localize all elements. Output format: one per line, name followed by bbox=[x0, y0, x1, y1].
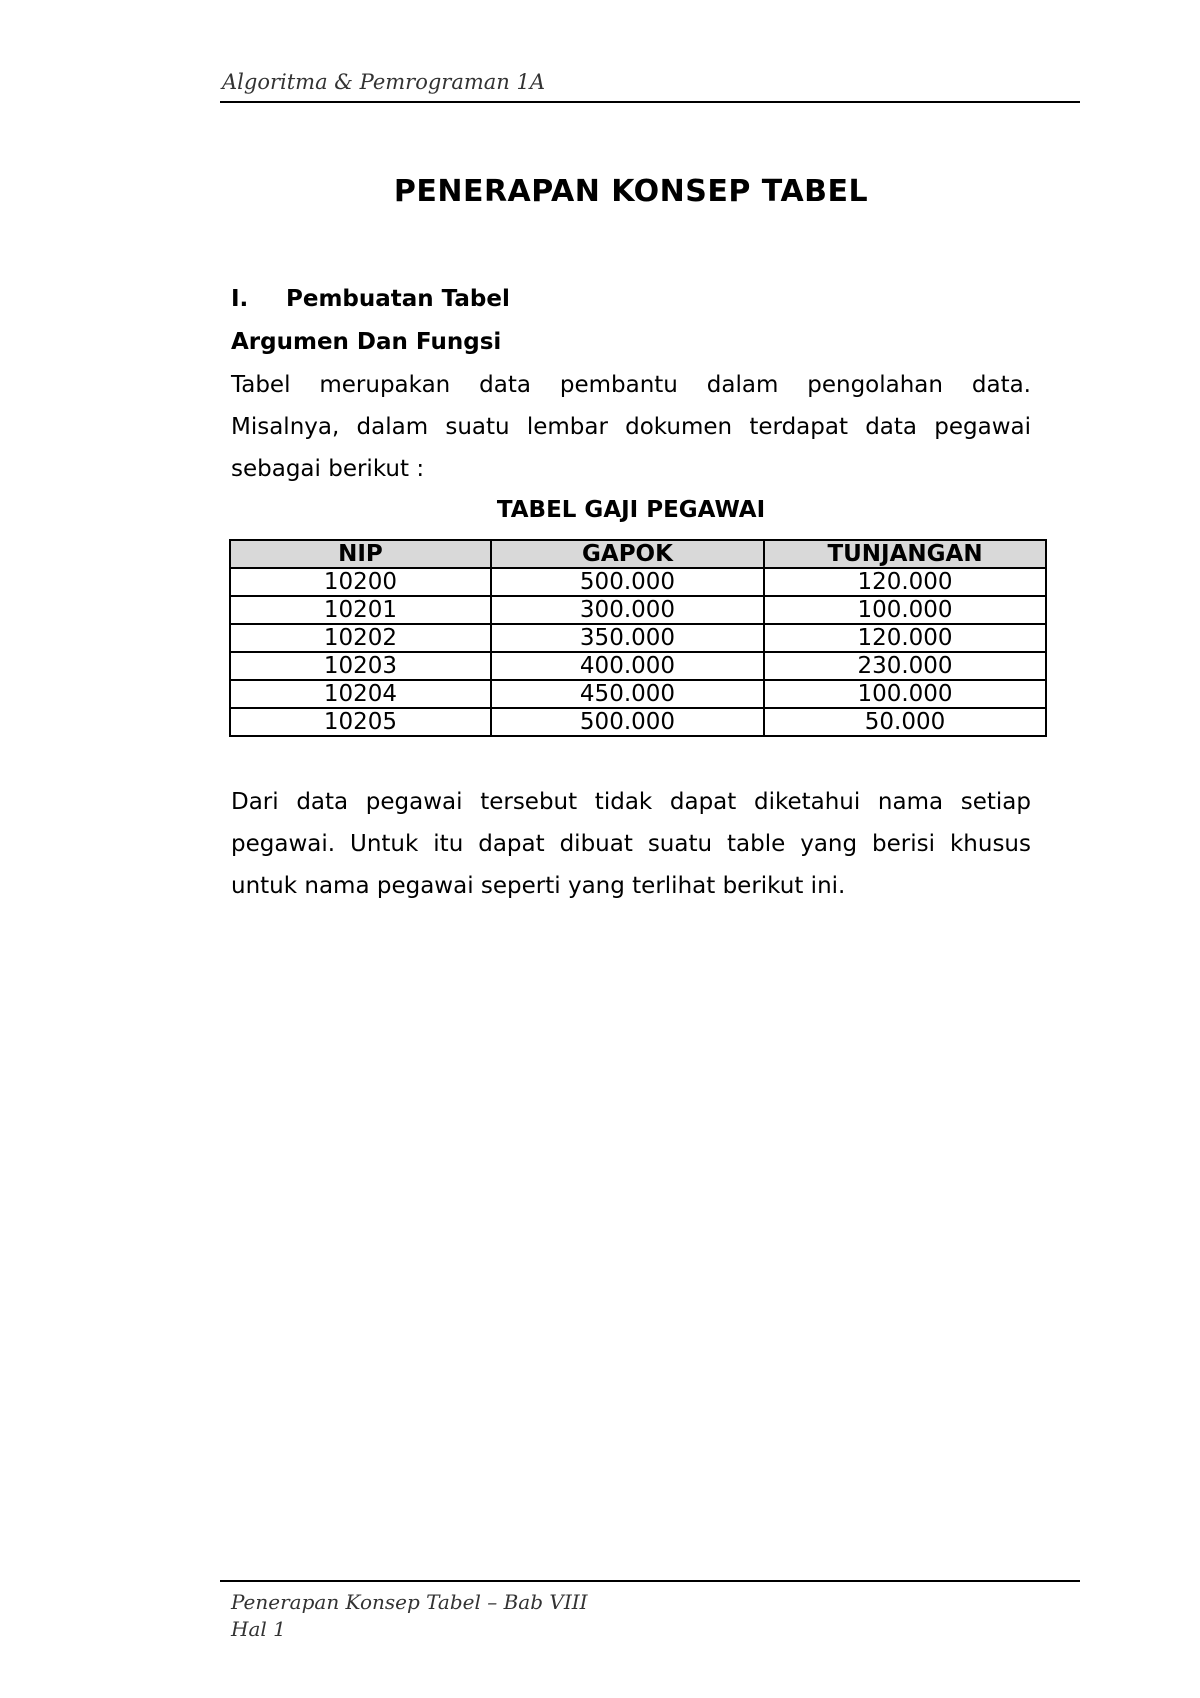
paragraph-line: pegawai. Untuk itu dapat dibuat suatu table yang berisi khusus bbox=[231, 831, 1031, 857]
cell-gapok: 300.000 bbox=[491, 596, 764, 624]
table-row bbox=[230, 680, 1046, 708]
table-row bbox=[230, 652, 1046, 680]
table-row bbox=[230, 568, 1046, 596]
paragraph-followup bbox=[231, 781, 1031, 907]
section-title: Pembuatan Tabel bbox=[286, 286, 510, 312]
cell-tunjangan: 100.000 bbox=[764, 596, 1046, 624]
section-heading bbox=[231, 286, 510, 312]
footer-rule bbox=[220, 1580, 1080, 1582]
running-footer bbox=[231, 1589, 588, 1643]
cell-nip: 10202 bbox=[230, 624, 491, 652]
salary-table bbox=[229, 539, 1047, 737]
paragraph-line: Tabel merupakan data pembantu dalam pengolahan data. bbox=[231, 372, 1031, 398]
cell-nip: 10205 bbox=[230, 708, 491, 736]
cell-gapok: 500.000 bbox=[491, 568, 764, 596]
section-number: I. bbox=[231, 286, 249, 312]
cell-tunjangan: 230.000 bbox=[764, 652, 1046, 680]
cell-tunjangan: 120.000 bbox=[764, 568, 1046, 596]
paragraph-line: Misalnya, dalam suatu lembar dokumen terdapat data pegawai bbox=[231, 414, 1031, 440]
cell-nip: 10203 bbox=[230, 652, 491, 680]
table-row bbox=[230, 708, 1046, 736]
table-header-row bbox=[230, 540, 1046, 568]
cell-tunjangan: 100.000 bbox=[764, 680, 1046, 708]
column-header-tunjangan: TUNJANGAN bbox=[764, 540, 1046, 568]
cell-nip: 10200 bbox=[230, 568, 491, 596]
cell-gapok: 450.000 bbox=[491, 680, 764, 708]
cell-tunjangan: 120.000 bbox=[764, 624, 1046, 652]
column-header-nip: NIP bbox=[230, 540, 491, 568]
table-title: TABEL GAJI PEGAWAI bbox=[496, 497, 766, 523]
cell-gapok: 400.000 bbox=[491, 652, 764, 680]
paragraph-line: untuk nama pegawai seperti yang terlihat berikut ini. bbox=[231, 873, 846, 899]
paragraph-line: Dari data pegawai tersebut tidak dapat diketahui nama setiap bbox=[231, 789, 1031, 815]
footer-page-number: Hal 1 bbox=[231, 1617, 286, 1641]
paragraph-intro bbox=[231, 364, 1031, 490]
table-row bbox=[230, 624, 1046, 652]
running-header: Algoritma & Pemrograman 1A bbox=[222, 70, 546, 94]
column-header-gapok: GAPOK bbox=[491, 540, 764, 568]
cell-nip: 10201 bbox=[230, 596, 491, 624]
subheading: Argumen Dan Fungsi bbox=[231, 329, 502, 355]
table-row bbox=[230, 596, 1046, 624]
cell-tunjangan: 50.000 bbox=[764, 708, 1046, 736]
cell-gapok: 500.000 bbox=[491, 708, 764, 736]
page-title: PENERAPAN KONSEP TABEL bbox=[393, 174, 869, 209]
cell-gapok: 350.000 bbox=[491, 624, 764, 652]
paragraph-line: sebagai berikut : bbox=[231, 456, 425, 482]
cell-nip: 10204 bbox=[230, 680, 491, 708]
footer-chapter: Penerapan Konsep Tabel – Bab VIII bbox=[231, 1590, 588, 1614]
header-rule bbox=[220, 101, 1080, 103]
